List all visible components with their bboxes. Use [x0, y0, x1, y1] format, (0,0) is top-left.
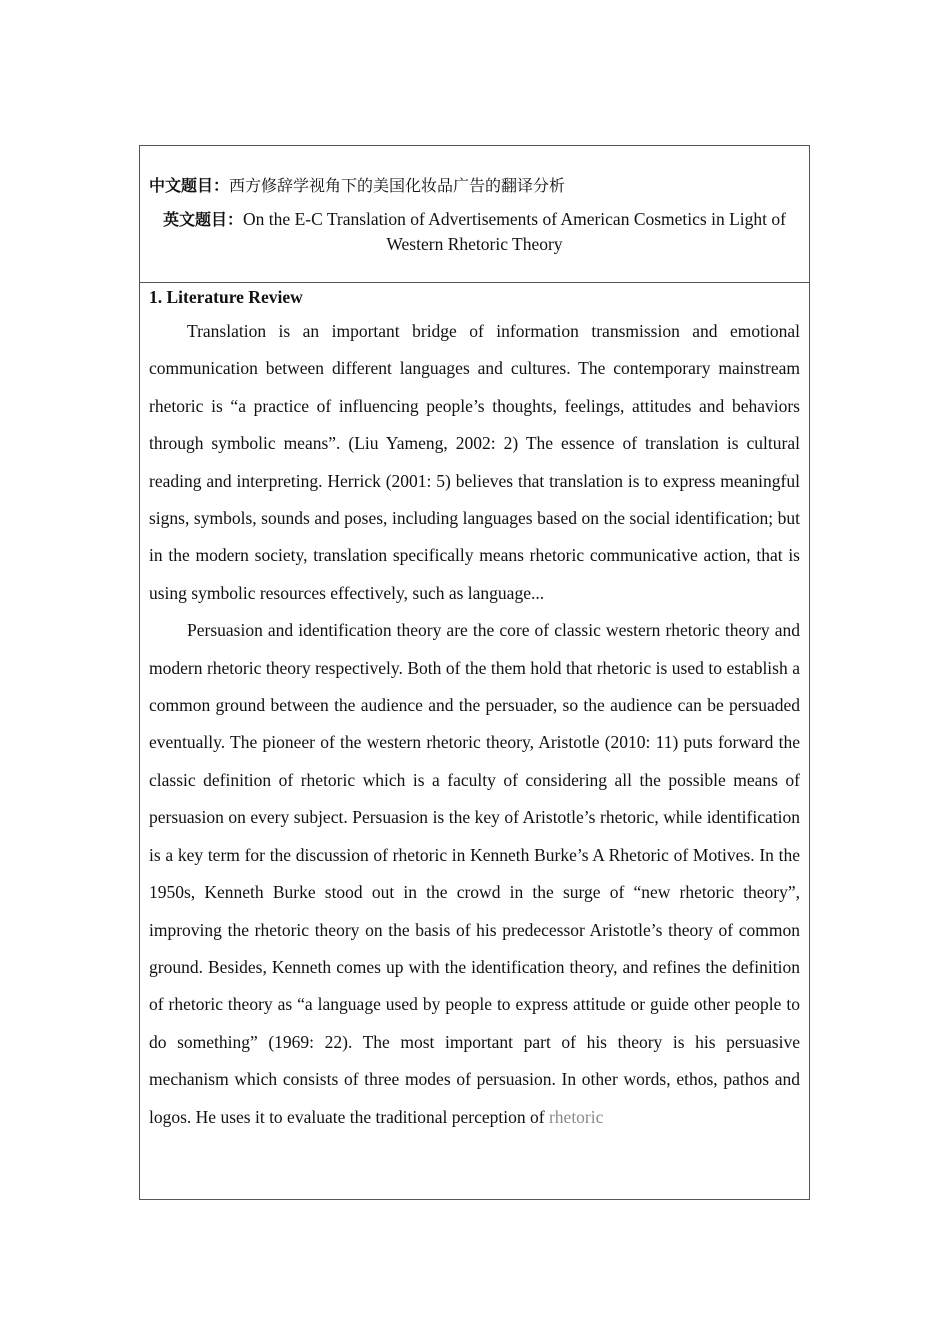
title-cell	[140, 146, 809, 283]
english-title-line	[148, 207, 801, 257]
paragraph-2-trailing-word: rhetoric	[548, 1106, 604, 1127]
section-heading: 1. Literature Review	[149, 287, 303, 307]
literature-review-cell	[140, 283, 809, 1199]
paragraph-2-text: Persuasion and identification theory are the core of classic western rhetoric theory and modern rhetoric theory respectively. Both of the them hold that rhetoric is used to establish a common ground between the audience and the persuader, so the audience can be persuaded eventually. The pioneer of the western rhetoric theory, Aristotle (2010: 11) puts forward the classic definition of rhetoric which is a faculty of considering all the possible means of persuasion on every subject. Persuasion is the key of Aristotle’s rhetoric, while identification is a key term for the discussion of rhetoric in Kenneth Burke’s A Rhetoric of Motives. In the 1950s, Kenneth Burke stood out in the crowd in the surge of “new rhetoric theory”, improving the rhetoric theory on the basis of his predecessor Aristotle’s theory of common ground. Besides, Kenneth comes up with the identification theory, and refines the definition of rhetoric theory as “a language used by people to express attitude or guide other people to do something” (1969: 22). The most important part of his theory is his persuasive mechanism which consists of three modes of persuasion. In other words, ethos, pathos and logos. He uses it to evaluate the traditional perception of	[149, 620, 800, 1127]
section-body	[149, 313, 800, 1136]
chinese-title-line	[149, 173, 565, 198]
english-title-label: 英文题目：	[163, 210, 244, 229]
paragraph-2	[149, 612, 800, 1136]
english-title-value: On the E-C Translation of Advertisements of American Cosmetics in Light of Western Rhetoric Theory	[243, 209, 786, 254]
thesis-form-table	[139, 145, 810, 1200]
chinese-title-value: 西方修辞学视角下的美国化妆品广告的翻译分析	[229, 176, 566, 195]
paragraph-1: Translation is an important bridge of information transmission and emotional communication between different languages and cultures. The contemporary mainstream rhetoric is “a practice of influencing people’s thoughts, feelings, attitudes and behaviors through symbolic means”. (Liu Yameng, 2002: 2) The essence of translation is cultural reading and interpreting. Herrick (2001: 5) believes that translation is to express meaningful signs, symbols, sounds and poses, including languages based on the social identification; but in the modern society, translation specifically means rhetoric communicative action, that is using symbolic resources effectively, such as language...	[149, 321, 800, 603]
chinese-title-label: 中文题目：	[149, 176, 230, 195]
